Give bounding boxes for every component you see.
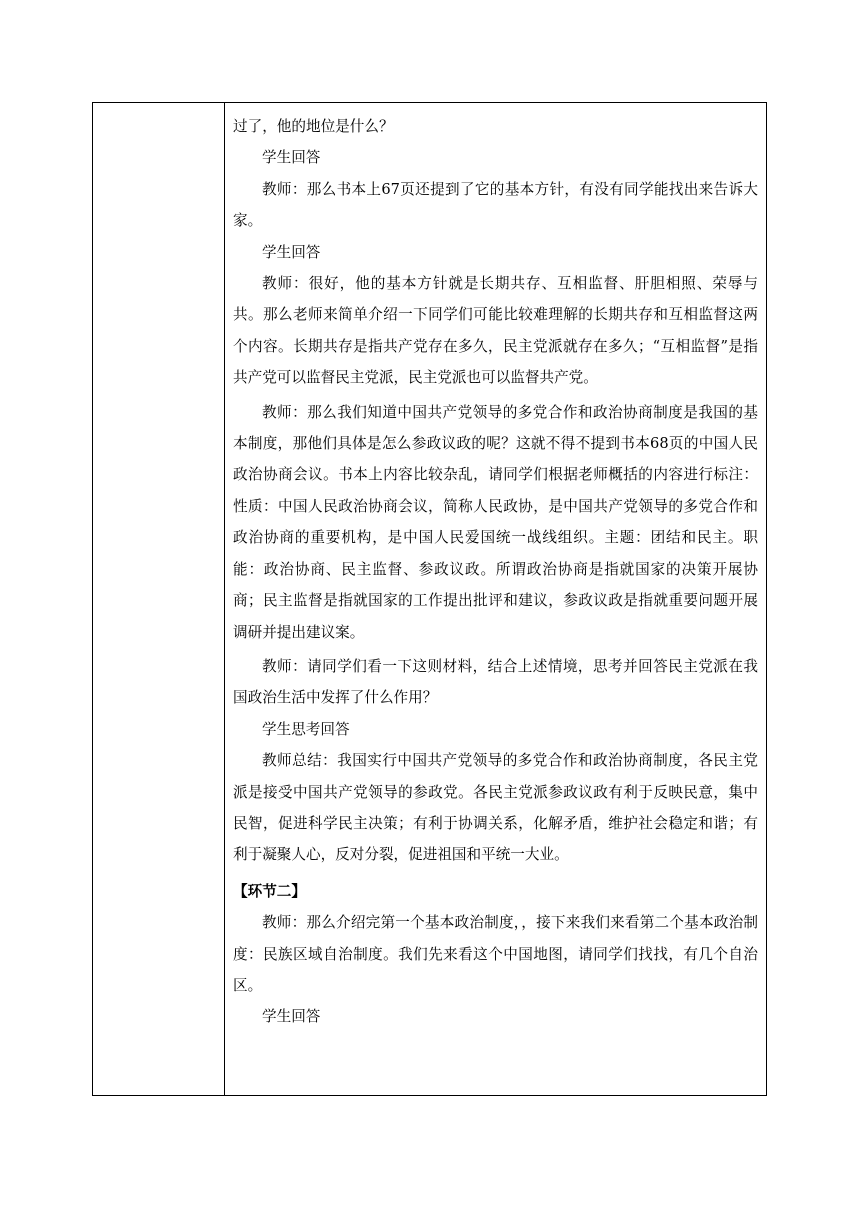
table-left-cell <box>93 103 225 1095</box>
paragraph-teacher-material: 教师：请同学们看一下这则材料，结合上述情境，思考并回答民主党派在我国政治生活中发挥了什么作用？ <box>233 657 758 707</box>
paragraph-teacher-question: 教师：那么书本上67页还提到了它的基本方针，有没有同学能找出来告诉大家。 <box>233 180 758 230</box>
paragraph-student-think: 学生思考回答 <box>262 720 350 738</box>
paragraph-teacher-summary: 教师总结：我国实行中国共产党领导的多党合作和政治协商制度，各民主党派是接受中国共产党领导的参政党。各民主党派参政议政有利于反映民意，集中民智，促进科学民主决策；有利于协调关系，化解矛盾，维护社会稳定和谐；有利于凝聚人心，反对分裂，促进祖国和平统一大业。 <box>233 752 758 864</box>
lesson-table <box>92 102 767 1096</box>
table-content-cell <box>226 103 766 1095</box>
paragraph-teacher-section-two: 教师：那么介绍完第一个基本政治制度，，接下来我们来看第二个基本政治制度：民族区域自治制度。我们先来看这个中国地图，请同学们找找，有几个自治区。 <box>233 914 758 994</box>
paragraph-student-answer: 学生回答 <box>262 243 321 261</box>
section-heading: 【环节二】 <box>233 882 306 900</box>
paragraph-teacher-explanation: 教师：很好，他的基本方针就是长期共存、互相监督、肝胆相照、荣辱与共。那么老师来简单介绍一下同学们可能比较难理解的长期共存和互相监督这两个内容。长期共存是指共产党存在多久，民主党派就存在多久；“互相监督”是指共产党可以监督民主党派，民主党派也可以监督共产党。 <box>233 275 758 387</box>
paragraph-teacher-cppcc: 教师：那么我们知道中国共产党领导的多党合作和政治协商制度是我国的基本制度，那他们具体是怎么参政议政的呢？这就不得不提到书本68页的中国人民政治协商会议。书本上内容比较杂乱，请同学们根据老师概括的内容进行标注：性质：中国人民政治协商会议，简称人民政协，是中国共产党领导的多党合作和政治协商的重要机构，是中国人民爱国统一战线组织。主题：团结和民主。职能：政治协商、民主监督、参政议政。所谓政治协商是指就国家的决策开展协商；民主监督是指就国家的工作提出批评和建议，参政议政是指就重要问题开展调研并提出建议案。 <box>233 403 758 641</box>
paragraph-student-answer: 学生回答 <box>262 149 321 167</box>
paragraph-continuation: 过了，他的地位是什么？ <box>233 118 394 135</box>
paragraph-student-answer: 学生回答 <box>262 1008 321 1026</box>
